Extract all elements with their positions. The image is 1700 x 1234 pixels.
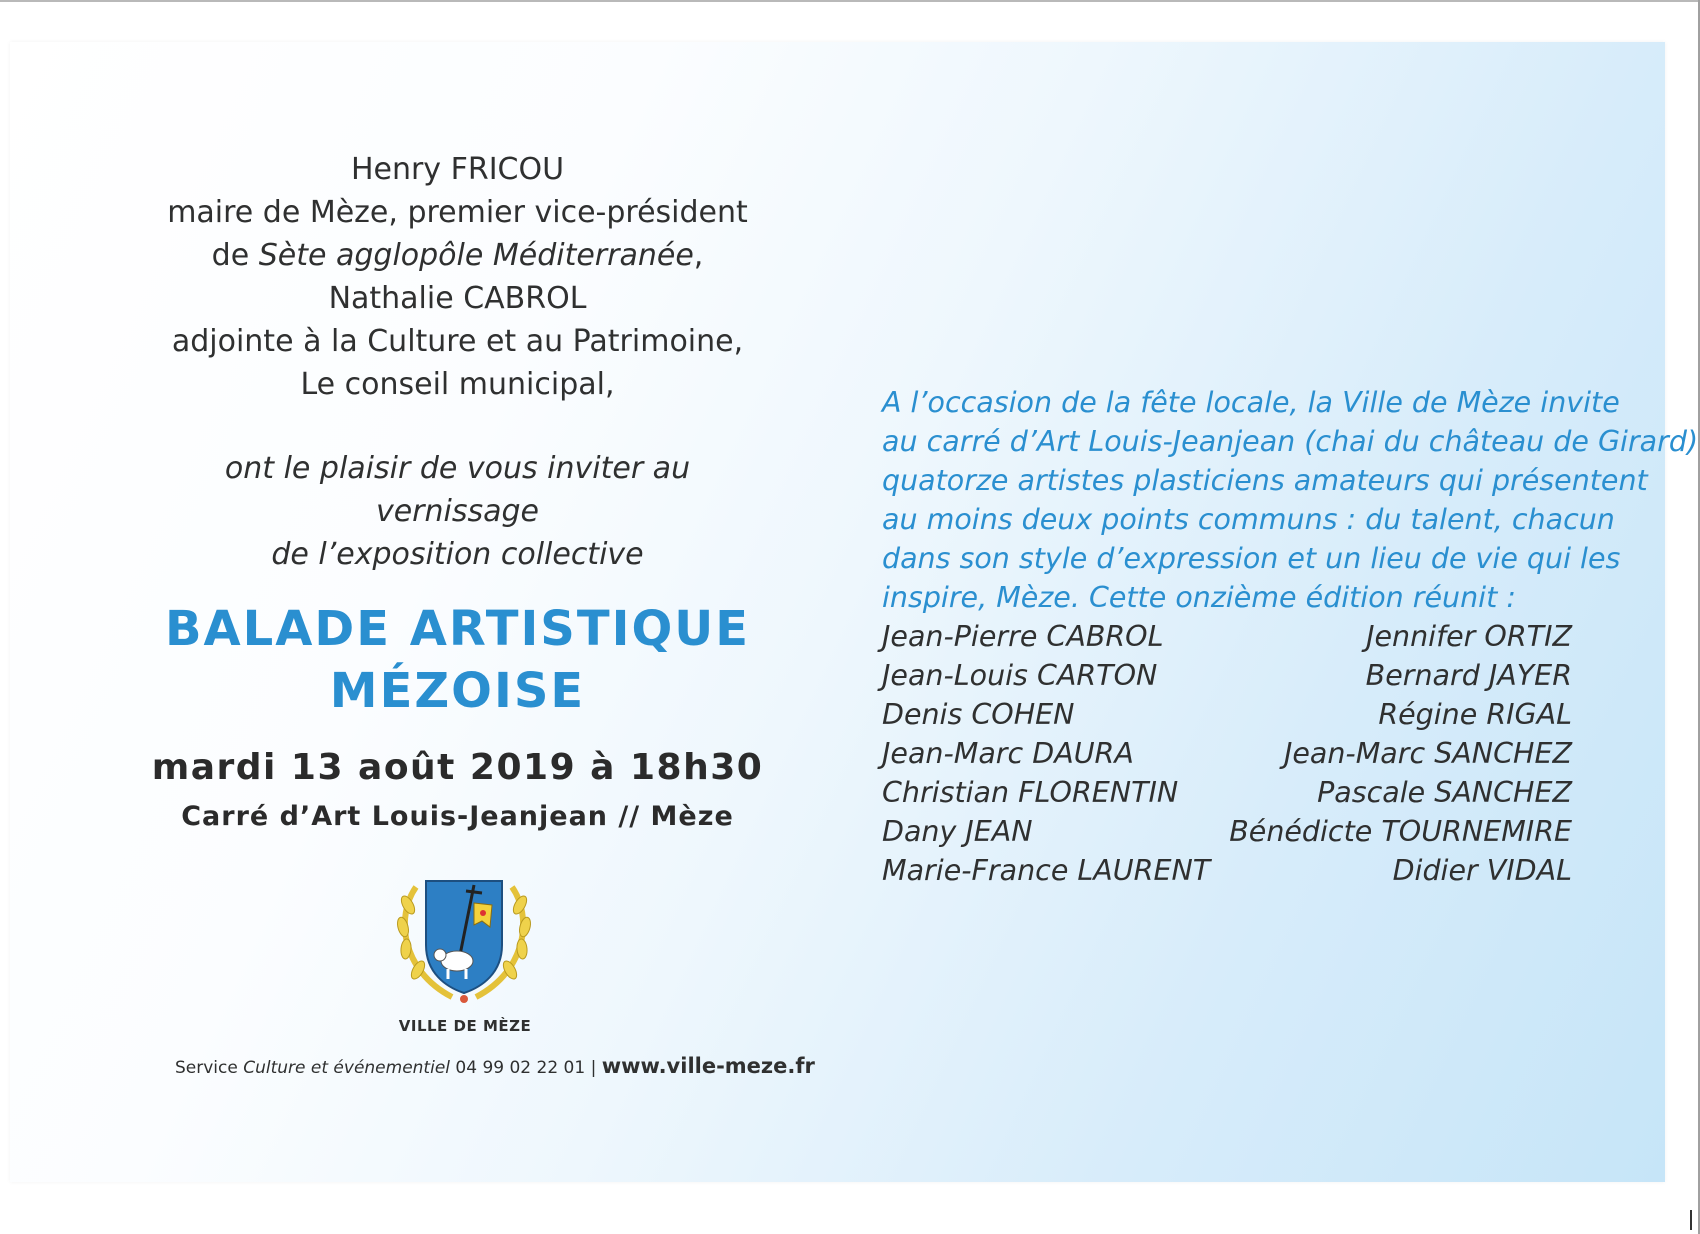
artist-name: Denis COHEN (882, 698, 1075, 731)
paragraph-line: dans son style d’expression et un lieu de vie qui les (882, 542, 1621, 575)
footer-service-name: Culture et événementiel (243, 1058, 450, 1078)
paragraph-line: inspire, Mèze. Cette onzième édition réunit : (882, 581, 1516, 614)
left-column (150, 148, 765, 836)
artist-name: Jean-Louis CARTON (882, 659, 1158, 692)
artist-name: Christian FLORENTIN (882, 776, 1179, 809)
right-column (882, 383, 1699, 907)
exhibition-title (150, 598, 765, 722)
coat-of-arms-icon (394, 875, 534, 1005)
artists-right-column (1229, 617, 1572, 890)
host-line: Henry FRICOU (350, 152, 565, 187)
paragraph-line: A l’occasion de la fête locale, la Ville de Mèze invite (882, 386, 1620, 419)
title-line: MÉZOISE (329, 663, 586, 719)
artist-name: Pascale SANCHEZ (1317, 776, 1572, 809)
artist-name: Jean-Marc SANCHEZ (1283, 737, 1572, 770)
hosts-block (150, 148, 765, 406)
footer-service: Service (175, 1058, 244, 1078)
host-line: maire de Mèze, premier vice-président (167, 195, 748, 230)
title-line: BALADE ARTISTIQUE (164, 601, 751, 657)
scan-border-top (0, 0, 1700, 2)
artist-name: Didier VIDAL (1392, 854, 1572, 887)
host-line: adjointe à la Culture et au Patrimoine, (171, 324, 744, 359)
paragraph-line: au moins deux points communs : du talent, chacun (882, 503, 1615, 536)
paragraph-line: au carré d’Art Louis-Jeanjean (chai du château de Girard) (882, 425, 1699, 458)
footer-phone: 04 99 02 22 01 | (450, 1058, 602, 1078)
event-date: mardi 13 août 2019 à 18h30 (151, 747, 764, 788)
event-venue: Carré d’Art Louis-Jeanjean // Mèze (181, 801, 734, 832)
artists-list (882, 617, 1572, 907)
artist-name: Dany JEAN (882, 815, 1033, 848)
artist-name: Bernard JAYER (1365, 659, 1572, 692)
artist-name: Jean-Pierre CABROL (882, 620, 1164, 653)
artist-name: Régine RIGAL (1378, 698, 1572, 731)
paragraph-line: quatorze artistes plasticiens amateurs qui présentent (882, 464, 1648, 497)
crest-label: VILLE DE MÈZE (398, 1017, 532, 1035)
website-link[interactable]: www.ville-meze.fr (601, 1054, 815, 1078)
scan-edge-mark (1690, 1210, 1692, 1230)
artist-name: Jennifer ORTIZ (1366, 620, 1572, 653)
description-paragraph (882, 383, 1699, 617)
invite-line: ont le plaisir de vous inviter au vernissage (224, 451, 691, 529)
host-line: Le conseil municipal, (300, 367, 615, 402)
artist-name: Marie-France LAURENT (882, 854, 1211, 887)
invitation-text (150, 447, 765, 576)
artist-name: Jean-Marc DAURA (882, 737, 1134, 770)
artists-left-column (882, 617, 1210, 890)
invite-line: de l’exposition collective (271, 537, 644, 572)
host-line-prefix: de (211, 238, 259, 273)
host-line-italic: Sète agglopôle Méditerranée (258, 238, 694, 273)
host-line: Nathalie CABROL (328, 281, 587, 316)
host-line-suffix: , (693, 238, 704, 273)
artist-name: Bénédicte TOURNEMIRE (1229, 815, 1572, 848)
host-line (150, 234, 765, 277)
footer-contact (175, 1052, 815, 1082)
